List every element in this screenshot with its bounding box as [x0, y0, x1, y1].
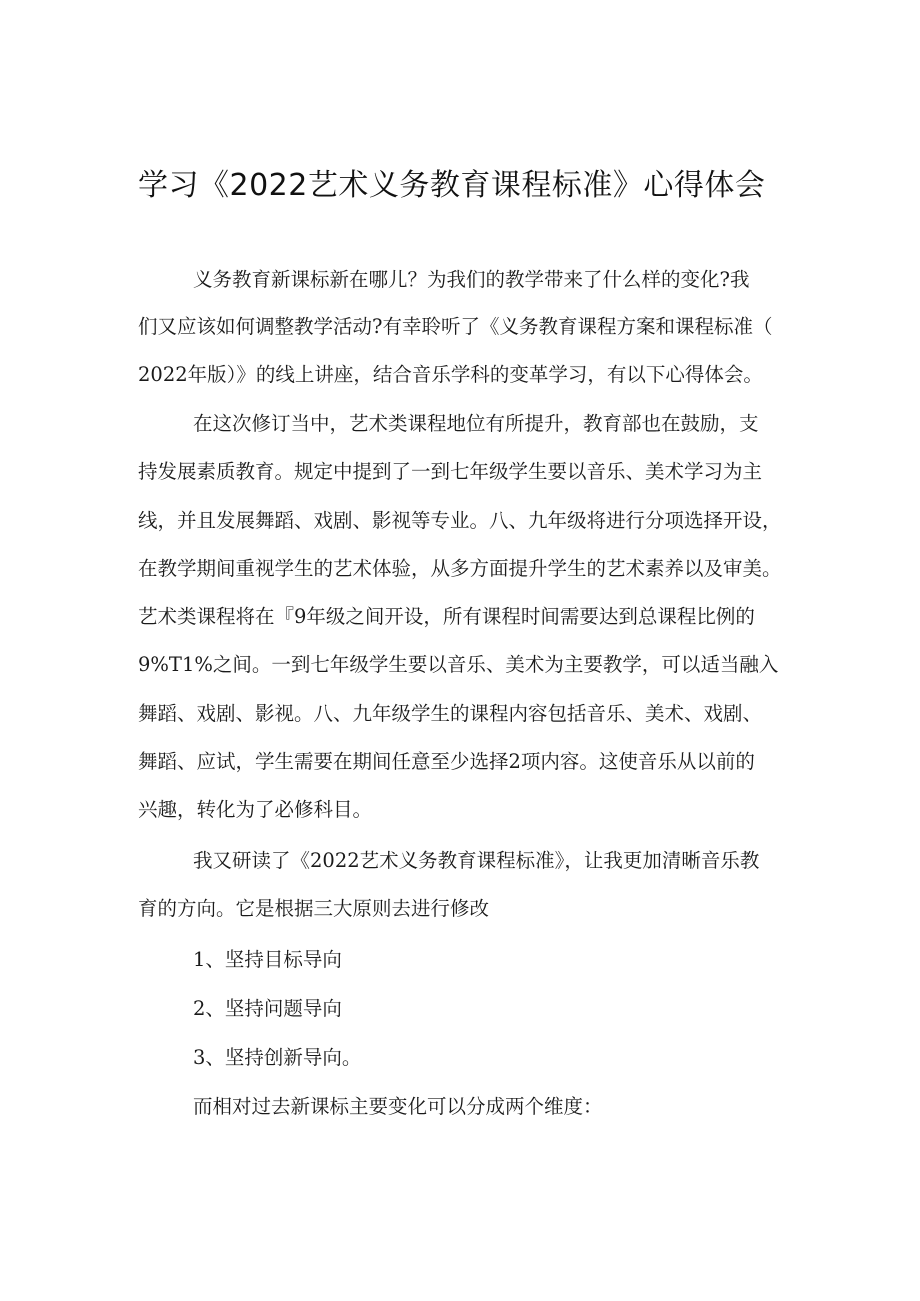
paragraph-line: 线，并且发展舞蹈、戏剧、影视等专业。八、九年级将进行分项选择开设， [138, 509, 782, 532]
list-item: 1、坚持目标导向 [193, 948, 342, 971]
document-title: 学习《2022艺术义务教育课程标准》心得体会 [138, 168, 766, 203]
list-item: 3、坚持创新导向。 [193, 1046, 362, 1069]
paragraph-line: 而相对过去新课标主要变化可以分成两个维度： [193, 1095, 603, 1118]
paragraph-line: 义务教育新课标新在哪儿？为我们的教学带来了什么样的变化?我 [193, 268, 750, 291]
paragraph-line: 在教学期间重视学生的艺术体验，从多方面提升学生的艺术素养以及审美。 [138, 557, 782, 580]
paragraph-line: 艺术类课程将在『9年级之间开设，所有课程时间需要达到总课程比例的 [138, 605, 755, 628]
list-item: 2、坚持问题导向 [193, 997, 342, 1020]
paragraph-line: 育的方向。它是根据三大原则去进行修改 [138, 897, 490, 920]
paragraph-line: 们又应该如何调整教学活动?有幸聆听了《义务教育课程方案和课程标准（ [138, 315, 773, 338]
paragraph-line: 在这次修订当中，艺术类课程地位有所提升，教育部也在鼓励，支 [193, 412, 759, 435]
paragraph-line: 兴趣，转化为了必修科目。 [138, 798, 373, 821]
paragraph-line: 舞蹈、戏剧、影视。八、九年级学生的课程内容包括音乐、美术、戏剧、 [138, 702, 763, 725]
paragraph-line: 持发展素质教育。规定中提到了一到七年级学生要以音乐、美术学习为主 [138, 460, 763, 483]
paragraph-line: 9%T1%之间。一到七年级学生要以音乐、美术为主要教学，可以适当融入 [138, 653, 779, 676]
paragraph-line: 我又研读了《2022艺术义务教育课程标准》，让我更加清晰音乐教 [193, 849, 760, 872]
paragraph-line: 舞蹈、应试，学生需要在期间任意至少选择2项内容。这使音乐从以前的 [138, 750, 755, 773]
paragraph-line: 2022年版）》的线上讲座，结合音乐学科的变革学习，有以下心得体会。 [138, 363, 763, 386]
